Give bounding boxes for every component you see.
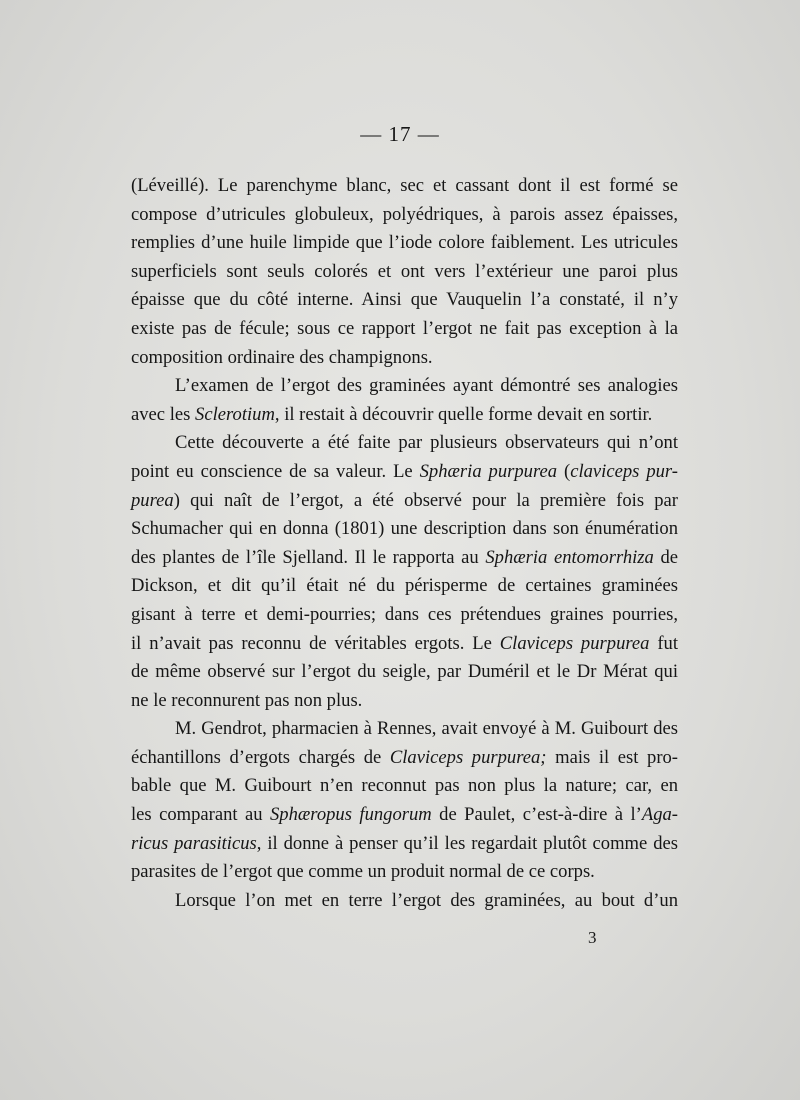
line-text: avec les	[131, 403, 196, 425]
line-text: Cette découverte a été faite par plusieurs observateurs qui n’ont	[175, 432, 678, 454]
line-text: Lorsque l’on met en terre l’ergot des graminées, au bout d’un	[175, 889, 678, 911]
text-line	[131, 715, 678, 744]
italic-term: Sphæria entomorrhiza	[485, 546, 654, 568]
line-text: Schumacher qui en donna (1801) une description dans son énumération	[131, 518, 678, 540]
line-text: M. Gendrot, pharmacien à Rennes, avait envoyé à M. Guibourt des	[175, 718, 678, 740]
text-line	[131, 687, 678, 716]
italic-term: purea	[131, 489, 174, 511]
page-number: — 17 —	[360, 122, 440, 146]
text-line	[131, 744, 678, 773]
text-line	[131, 772, 678, 801]
text-line	[131, 258, 678, 287]
text-line	[131, 858, 678, 887]
text-line	[131, 572, 678, 601]
line-text: , il restait à découvrir quelle forme devait en sortir.	[274, 403, 653, 425]
line-text: remplies d’une huile limpide que l’iode colore faiblement. Les utricules	[131, 232, 678, 254]
line-text: superficiels sont seuls colorés et ont vers l’extérieur une paroi plus	[131, 260, 678, 282]
text-line	[131, 201, 678, 230]
line-text: échantillons d’ergots chargés de	[131, 746, 390, 768]
line-text: gisant à terre et demi-pourries; dans ces prétendues graines pourries,	[131, 603, 678, 625]
line-text: de	[653, 546, 679, 568]
line-text: existe pas de fécule; sous ce rapport l’ergot ne fait pas exception à la	[131, 317, 678, 339]
text-line	[131, 601, 678, 630]
text-line	[131, 315, 678, 344]
line-text: , il donne à penser qu’il les regardait plutôt comme des	[256, 832, 678, 854]
text-line	[131, 458, 678, 487]
body-text	[131, 172, 678, 915]
text-line	[131, 372, 678, 401]
text-line	[131, 172, 678, 201]
line-text: il n’avait pas reconnu de véritables ergots. Le	[131, 632, 500, 654]
text-line	[131, 544, 678, 573]
text-line	[131, 344, 678, 373]
text-line	[131, 887, 678, 916]
text-line	[131, 229, 678, 258]
italic-term: Sclerotium	[195, 403, 275, 425]
line-text: les comparant au	[131, 804, 270, 826]
line-text: parasites de l’ergot que comme un produit normal de ce corps.	[131, 861, 595, 883]
line-text: bable que M. Guibourt n’en reconnut pas non plus la nature; car, en	[131, 775, 678, 797]
text-line	[131, 630, 678, 659]
line-text: composition ordinaire des champignons.	[131, 346, 433, 368]
line-text: Dickson, et dit qu’il était né du périsperme de certaines graminées	[131, 575, 678, 597]
text-line	[131, 515, 678, 544]
line-text: compose d’utricules globuleux, polyédriques, à parois assez épaisses,	[131, 203, 678, 225]
text-line	[131, 401, 678, 430]
line-text: de Paulet, c’est-à-dire à l’	[431, 804, 642, 826]
italic-term: claviceps pur-	[570, 460, 678, 482]
line-text: ne le reconnurent pas non plus.	[131, 689, 363, 711]
text-line	[131, 801, 678, 830]
text-line	[131, 286, 678, 315]
italic-term: Claviceps purpurea;	[389, 746, 547, 768]
text-line	[131, 487, 678, 516]
line-text: (Léveillé). Le parenchyme blanc, sec et cassant dont il est formé se	[131, 175, 678, 196]
line-text: point eu conscience de sa valeur. Le	[131, 460, 420, 482]
italic-term: Aga-	[641, 804, 678, 826]
line-text: mais il est pro-	[546, 746, 678, 768]
italic-term: Sphæropus fungorum	[270, 804, 432, 826]
line-text: épaisse que du côté interne. Ainsi que Vauquelin l’a constaté, il n’y	[131, 289, 678, 311]
text-line	[131, 830, 678, 859]
italic-term: Sphæria purpurea	[419, 460, 558, 482]
italic-term: Claviceps purpurea	[499, 632, 650, 654]
line-text: ) qui naît de l’ergot, a été observé pour la première fois par	[173, 489, 678, 511]
italic-term: ricus parasiticus	[131, 832, 257, 854]
signature-mark: 3	[588, 928, 597, 947]
line-text: L’examen de l’ergot des graminées ayant démontré ses analogies	[175, 375, 678, 397]
text-line	[131, 429, 678, 458]
line-text: (	[557, 460, 571, 482]
line-text: fut	[649, 632, 678, 654]
text-line	[131, 658, 678, 687]
line-text: des plantes de l’île Sjelland. Il le rapporta au	[131, 546, 486, 568]
line-text: de même observé sur l’ergot du seigle, par Duméril et le Dr Mérat qui	[131, 661, 678, 683]
